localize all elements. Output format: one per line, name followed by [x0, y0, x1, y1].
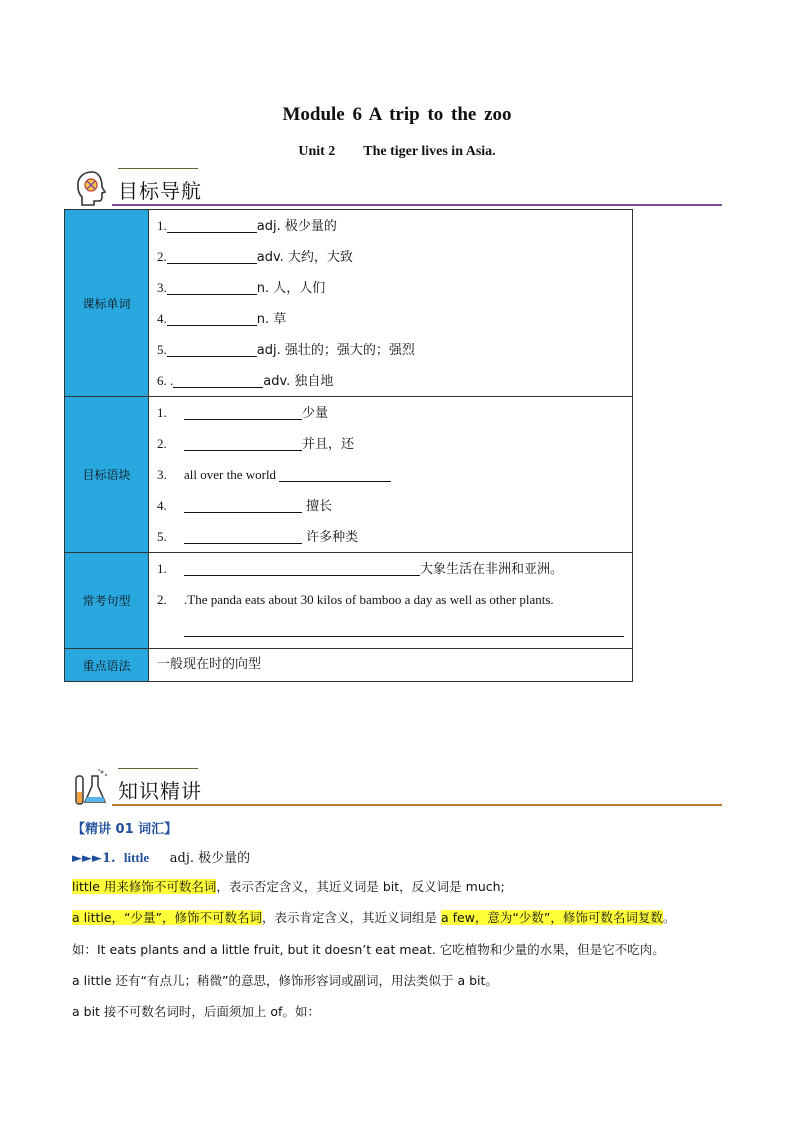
- list-item: 6. . adv. 独自地: [157, 373, 334, 389]
- answer-line: [157, 615, 624, 643]
- list-item: 5. 许多种类: [157, 529, 359, 545]
- vocab-entry: [72, 847, 250, 866]
- unit-number: Unit 2: [298, 144, 336, 159]
- vocab-word: little: [123, 850, 150, 865]
- section-divider: [112, 204, 722, 206]
- lab-flask-icon: [72, 768, 112, 808]
- list-item: 2. 并且，还: [157, 436, 355, 452]
- list-item: 2. .The panda eats about 30 kilos of bamboo a day as well as other plants.: [157, 592, 554, 607]
- goals-table: [64, 209, 633, 682]
- list-item: 4. 擅长: [157, 498, 333, 514]
- vocab-cell: [149, 210, 633, 397]
- page-title: Module 6 A trip to the zoo: [282, 104, 512, 125]
- vocab-definition: adj. 极少量的: [169, 851, 251, 866]
- brain-icon: [72, 168, 112, 208]
- example-sentence: 如：It eats plants and a little fruit, but it doesn’t eat meat. 它吃植物和少量的水果，但是它不吃肉。: [72, 942, 665, 957]
- knowledge-section-label: 知识精讲: [118, 779, 202, 803]
- category-cell: 常考句型: [65, 553, 149, 649]
- list-item: 3. all over the world: [157, 459, 624, 490]
- goals-section-label: 目标导航: [118, 179, 202, 203]
- page-subtitle: [0, 144, 794, 160]
- list-item: 1. 大象生活在非洲和亚洲。: [157, 561, 564, 577]
- table-row: [65, 397, 633, 553]
- category-cell: 目标语块: [65, 397, 149, 553]
- explanation-paragraph: a bit 接不可数名词时，后面须加上 of。如：: [72, 1004, 320, 1019]
- explanation-paragraph: little 用来修饰不可数名词，表示否定含义，其近义词是 bit，反义词是 much;: [72, 879, 505, 894]
- grammar-text: 一般现在时的向型: [157, 657, 262, 672]
- table-row: [65, 210, 633, 397]
- arrow-marker: ►►►1.: [72, 851, 116, 866]
- category-cell: 重点语法: [65, 649, 149, 682]
- sentence-cell: [149, 553, 633, 649]
- explanation-paragraph: a little 还有“有点儿；稍微”的意思，修饰形容词或副词，用法类似于 a bit。: [72, 973, 498, 988]
- list-item: 3. n. 人，人们: [157, 280, 326, 296]
- table-row: [65, 649, 633, 682]
- knowledge-section-header: [72, 768, 722, 808]
- list-item: 2. adv. 大约，大致: [157, 249, 353, 265]
- explanation-paragraph: a little，“少量”，修饰不可数名词，表示肯定含义，其近义词组是 a few，意为“少数”，修饰可数名词复数。: [72, 910, 676, 925]
- grammar-cell: [149, 649, 633, 682]
- lesson-heading: 【精讲 01 词汇】: [72, 822, 178, 837]
- category-cell: 课标单词: [65, 210, 149, 397]
- list-item: 5. adj. 强壮的；强大的；强烈: [157, 342, 415, 358]
- section-divider: [112, 804, 722, 806]
- goals-section-header: [72, 168, 722, 208]
- table-row: [65, 553, 633, 649]
- unit-title: The tiger lives in Asia.: [363, 144, 496, 159]
- list-item: 1. adj. 极少量的: [157, 218, 337, 234]
- list-item: 4. n. 草: [157, 311, 287, 327]
- phrase-cell: [149, 397, 633, 553]
- list-item: 1. 少量: [157, 405, 329, 421]
